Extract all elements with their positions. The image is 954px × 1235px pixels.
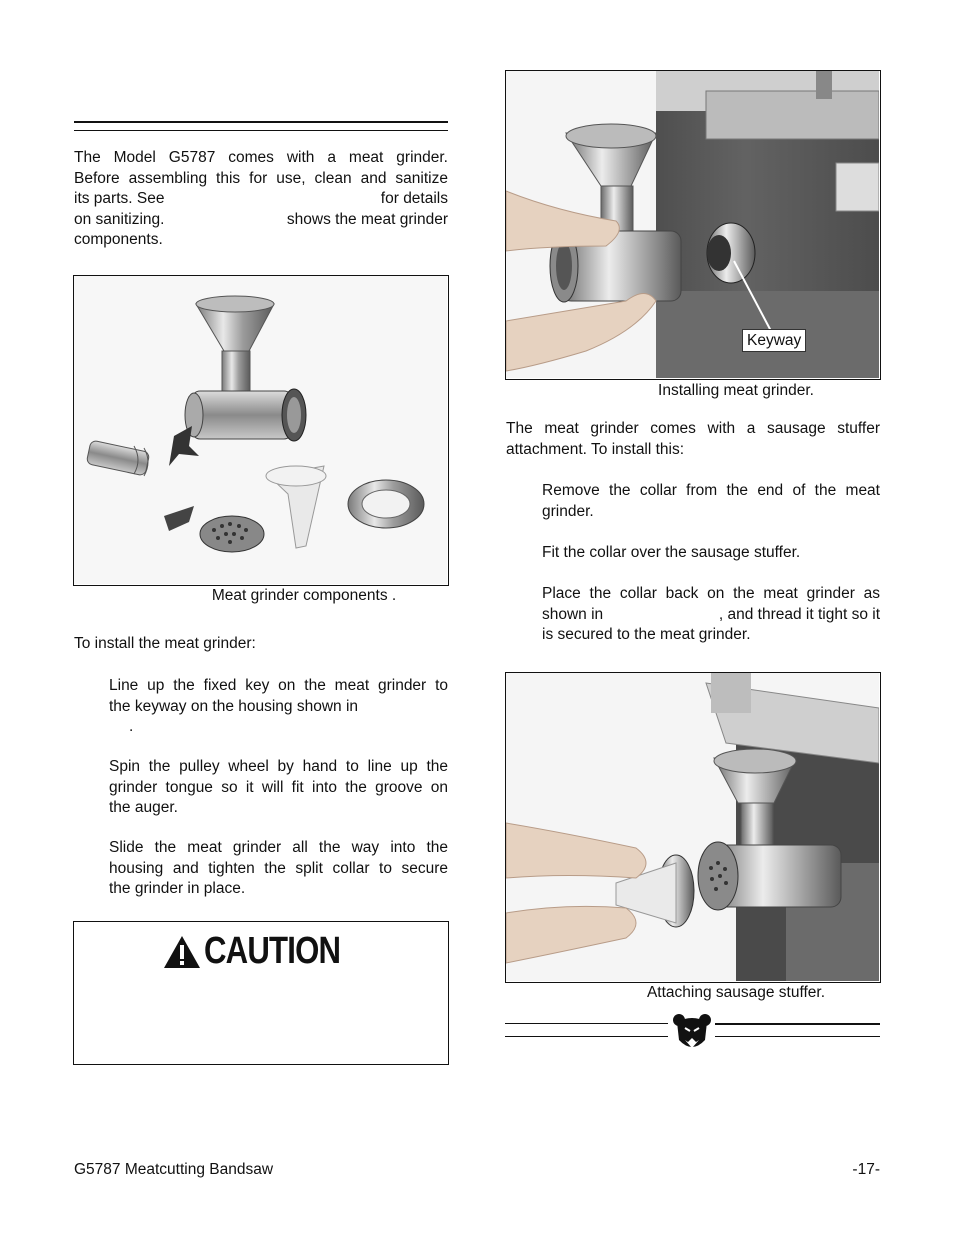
step-left-1: Line up the fixed key on the meat grinder to the keyway on the housing shown in . xyxy=(109,677,448,735)
installing-meat-grinder-photo xyxy=(506,71,879,378)
caution-header xyxy=(162,930,370,973)
intro-line-1: The Model G5787 comes with a meat grinder. xyxy=(74,149,448,166)
figure-installing-meat-grinder xyxy=(505,70,881,380)
end-rule-left-bottom xyxy=(505,1036,668,1037)
caution-box xyxy=(73,921,449,1065)
step-right-2: Fit the collar over the sausage stuffer. xyxy=(542,544,801,561)
bear-logo-icon xyxy=(671,1012,713,1054)
figure-1-caption: Meat grinder components . xyxy=(211,587,397,604)
step-left-3: Slide the meat grinder all the way into the housing and tighten the split collar to secure the grinder in place. xyxy=(109,839,448,897)
intro-line-2: Before assembling this for use, clean and sanitize xyxy=(74,169,448,187)
end-rule-right-top xyxy=(715,1023,880,1025)
figure-attaching-sausage-stuffer xyxy=(505,672,881,983)
footer-title: G5787 Meatcutting Bandsaw xyxy=(74,1161,274,1178)
figure-3-caption: Attaching sausage stuffer. xyxy=(646,984,826,1001)
install-intro: To install the meat grinder: xyxy=(74,635,256,652)
intro-line-4: on sanitizing. shows the meat grinder xyxy=(74,210,448,228)
intro-line-5: components. xyxy=(74,231,163,248)
sausage-intro: The meat grinder comes with a sausage stuffer attachment. To install this: xyxy=(506,420,880,458)
warning-triangle-icon xyxy=(162,934,202,970)
section-rule-bottom xyxy=(74,130,448,131)
intro-paragraph xyxy=(74,148,448,251)
intro-line-3: its parts. See for details xyxy=(74,190,448,207)
attaching-sausage-stuffer-photo xyxy=(506,673,879,981)
step-right-3: Place the collar back on the meat grinder as shown in , and thread it tight so it is secured to the meat grinder. xyxy=(542,585,880,643)
figure-2-caption: Installing meat grinder. xyxy=(658,382,814,399)
meat-grinder-components-photo xyxy=(74,276,447,584)
step-right-1: Remove the collar from the end of the meat grinder. xyxy=(542,482,880,520)
section-rule-top xyxy=(74,121,448,123)
keyway-callout: Keyway xyxy=(742,329,806,352)
figure-meat-grinder-components xyxy=(73,275,449,586)
caution-label: CAUTION xyxy=(204,930,341,972)
end-rule-right-bottom xyxy=(715,1036,880,1037)
footer-page-number: -17- xyxy=(852,1161,880,1178)
end-rule-left-top xyxy=(505,1023,668,1024)
step-left-2: Spin the pulley wheel by hand to line up the grinder tongue so it will fit into the groove on the auger. xyxy=(109,758,448,816)
